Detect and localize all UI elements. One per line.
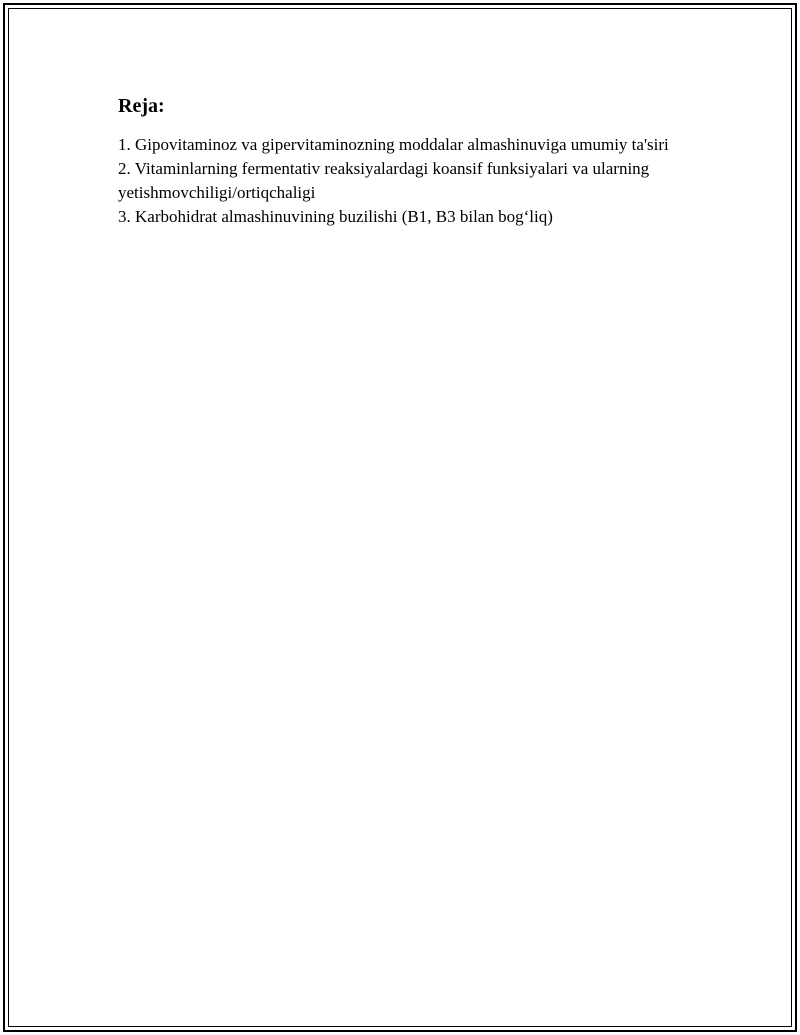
plan-item-2: 2. Vitaminlarning fermentativ reaksiyalardagi koansif funksiyalari va ularning yetishmovchiligi/ortiqchaligi (118, 159, 650, 202)
document-content (118, 93, 688, 229)
plan-heading: Reja: (118, 95, 165, 117)
plan-item-3: 3. Karbohidrat almashinuvining buzilishi (B1, B3 bilan bog‘liq) (118, 207, 553, 226)
plan-item-1: 1. Gipovitaminoz va gipervitaminozning moddalar almashinuviga umumiy ta'siri (118, 135, 669, 154)
plan-list (118, 133, 688, 229)
